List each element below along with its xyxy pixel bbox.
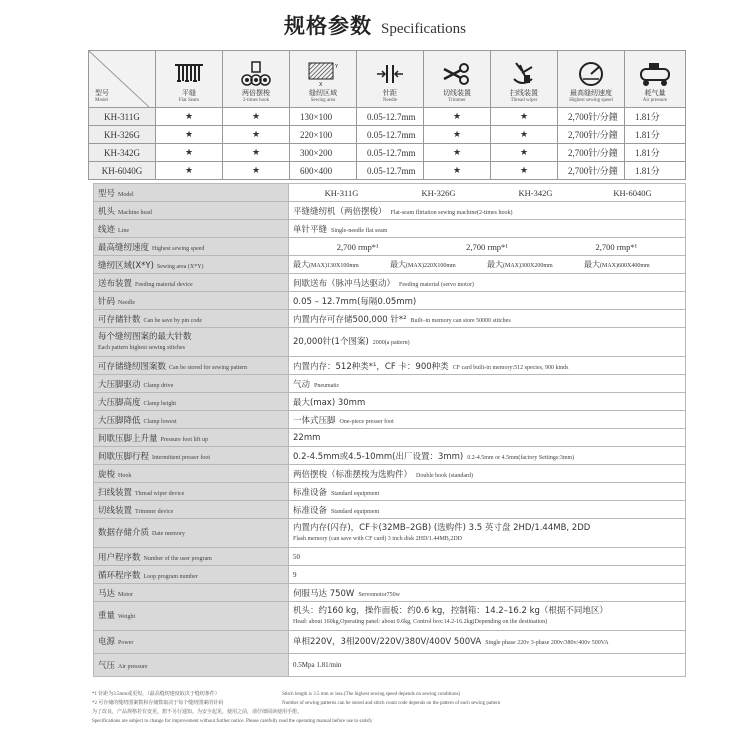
spec-row-pin-code bbox=[94, 310, 686, 328]
spec-value bbox=[289, 631, 686, 654]
footnote bbox=[92, 690, 692, 699]
spec-value bbox=[289, 393, 686, 411]
air-compressor-icon bbox=[637, 61, 673, 87]
value-cn: 9 bbox=[293, 570, 297, 579]
value-en: Standard equipment bbox=[331, 490, 380, 497]
value-cn: 气动 bbox=[293, 379, 311, 390]
spec-row-user-programs bbox=[94, 548, 686, 566]
value-cn: 单针平缝 bbox=[293, 224, 328, 235]
footnote-cn: *1 针距为3.5mm或更短。（最高缝纫速度取决于缝纫条件） bbox=[92, 692, 220, 697]
footnote bbox=[92, 717, 692, 726]
label-en: Clamp height bbox=[143, 400, 177, 407]
label-en: Intermittent presser foot bbox=[152, 454, 210, 461]
header-label: 最高缝纫速度 bbox=[570, 89, 612, 97]
value-cn: 标准设备 bbox=[293, 487, 328, 498]
value-en: Pneumatic bbox=[314, 382, 340, 389]
wiper-cell: ★ bbox=[491, 144, 558, 162]
svg-text:X: X bbox=[319, 82, 323, 87]
speed-value: 2,700 rmp*¹ bbox=[466, 241, 508, 252]
label-en: Can be stored for sewing pattern bbox=[169, 364, 248, 371]
area-cell: 600×400 bbox=[290, 162, 357, 180]
summary-table bbox=[88, 50, 686, 180]
footnote-cn: 为了改良，产品规格若有变更，恕不另行通知。为安全起见，使用之前，请仔细阅读使用手册。 bbox=[92, 710, 303, 715]
spec-value bbox=[289, 447, 686, 465]
label-cn: 可存储缝纫图案数 bbox=[98, 361, 167, 372]
spec-label bbox=[94, 328, 289, 357]
spec-row-clamp-height bbox=[94, 393, 686, 411]
table-row bbox=[89, 108, 686, 126]
label-en: Loop program number bbox=[143, 573, 198, 580]
spec-label bbox=[94, 393, 289, 411]
spec-label bbox=[94, 202, 289, 220]
area-max-label: 最大 bbox=[293, 260, 309, 269]
flat-seam-icon bbox=[173, 61, 205, 87]
speed-cell: 2,700针/分鐘 bbox=[558, 108, 625, 126]
spec-row-model bbox=[94, 184, 686, 202]
flat-cell: ★ bbox=[156, 144, 223, 162]
area-dim: (MAX)220X100mm bbox=[406, 263, 456, 269]
spec-row-power bbox=[94, 631, 686, 654]
label-en: Model bbox=[118, 191, 134, 198]
label-en: Machine head bbox=[118, 209, 152, 216]
summary-header-row bbox=[89, 51, 686, 108]
area-max-label: 最大 bbox=[390, 260, 406, 269]
label-cn: 最高缝纫速度 bbox=[98, 242, 150, 253]
spec-row-weight bbox=[94, 602, 686, 631]
spec-value bbox=[289, 310, 686, 328]
header-label: 缝纫区域 bbox=[309, 89, 337, 97]
spec-row-foot-stroke bbox=[94, 447, 686, 465]
spec-label bbox=[94, 566, 289, 584]
spec-row-machine-head bbox=[94, 202, 686, 220]
spec-value bbox=[289, 274, 686, 292]
label-en: Pressure foot lift up bbox=[160, 436, 209, 443]
table-row bbox=[89, 126, 686, 144]
label-en: Thread wiper device bbox=[135, 490, 185, 497]
spec-label bbox=[94, 584, 289, 602]
speed-value: 2,700 rmp*¹ bbox=[336, 241, 379, 252]
label-en: Clamp lowest bbox=[143, 418, 177, 425]
spec-row-trimmer bbox=[94, 501, 686, 519]
spec-value bbox=[289, 184, 686, 202]
value-en: Servomotor750w bbox=[358, 591, 401, 598]
table-row bbox=[89, 144, 686, 162]
model-cell: KH-311G bbox=[89, 108, 156, 126]
model-header-en: Model bbox=[95, 98, 109, 103]
spec-label bbox=[94, 357, 289, 375]
spec-label bbox=[94, 375, 289, 393]
needle-cell: 0.05-12.7mm bbox=[357, 108, 424, 126]
header-sewing-area bbox=[290, 51, 357, 108]
label-cn: 电源 bbox=[98, 636, 116, 647]
label-cn: 扫线装置 bbox=[98, 487, 133, 498]
value-en: Single-needle flat seam bbox=[331, 227, 388, 234]
spec-label bbox=[94, 654, 289, 677]
air-cell: 1.81分 bbox=[625, 162, 686, 180]
label-en: Needle bbox=[118, 299, 136, 306]
sewing-area-icon bbox=[305, 61, 341, 87]
value-en: Standard equipment bbox=[331, 508, 380, 515]
spec-value bbox=[289, 220, 686, 238]
model-value: KH-6040G bbox=[613, 187, 652, 198]
label-cn: 循环程序数 bbox=[98, 570, 141, 581]
label-en: Feeding material device bbox=[135, 281, 193, 288]
label-cn: 针码 bbox=[98, 296, 116, 307]
header-flat-seam bbox=[156, 51, 223, 108]
spec-value bbox=[289, 256, 686, 274]
label-cn: 大压脚降低 bbox=[98, 415, 141, 426]
spec-value bbox=[289, 548, 686, 566]
value-cn: 标准设备 bbox=[293, 505, 328, 516]
spec-value bbox=[289, 584, 686, 602]
label-en: Trimmer device bbox=[135, 508, 174, 515]
spec-value bbox=[289, 519, 686, 548]
wiper-cell: ★ bbox=[491, 108, 558, 126]
needle-cell: 0.05-12.7mm bbox=[357, 144, 424, 162]
area-cell: 300×200 bbox=[290, 144, 357, 162]
label-cn: 机头 bbox=[98, 206, 116, 217]
label-en: Number of the user program bbox=[143, 555, 212, 562]
label-cn: 重量 bbox=[98, 610, 116, 621]
model-value: KH-326G bbox=[421, 187, 456, 198]
label-en: Can be save by pin code bbox=[143, 317, 202, 324]
header-needle bbox=[357, 51, 424, 108]
value-en: One-piece presser foot bbox=[339, 418, 394, 425]
area-value bbox=[293, 259, 390, 270]
label-cn: 气压 bbox=[98, 661, 116, 671]
footnotes bbox=[92, 690, 692, 726]
spec-row-area bbox=[94, 256, 686, 274]
value-cn: 伺服马达 750W bbox=[293, 588, 355, 599]
label-cn: 型号 bbox=[98, 188, 116, 199]
value-cn: 0.05 – 12.7mm(每隔0.05mm) bbox=[293, 296, 417, 307]
speed-cell: 2,700针/分鐘 bbox=[558, 126, 625, 144]
spec-value bbox=[289, 501, 686, 519]
footnote-en: Stitch length is 3.5 mm or less.(The highest sewing speed depends on sewing conditions) bbox=[282, 692, 461, 697]
spec-value bbox=[289, 375, 686, 393]
label-en: Weight bbox=[118, 613, 136, 620]
spec-label bbox=[94, 184, 289, 202]
label-en: Sewing area (X*Y) bbox=[156, 263, 204, 270]
spec-label bbox=[94, 238, 289, 256]
label-cn: 用户程序数 bbox=[98, 552, 141, 563]
spec-label bbox=[94, 519, 289, 548]
header-sublabel: 2-times hook bbox=[242, 98, 270, 103]
spec-row-line bbox=[94, 220, 686, 238]
value-en: Flash memory (can save with CF card) 3 inch disk 2HD/1.44MB,2DD bbox=[293, 535, 462, 542]
header-sublabel: Air pressure bbox=[642, 98, 668, 103]
area-dim: (MAX)600X400mm bbox=[600, 263, 650, 269]
header-air bbox=[625, 51, 686, 108]
spec-label bbox=[94, 411, 289, 429]
flat-cell: ★ bbox=[156, 126, 223, 144]
label-cn: 大压脚高度 bbox=[98, 397, 141, 408]
label-en: Air pressure bbox=[118, 664, 148, 670]
area-dim: (MAX)130X100mm bbox=[309, 263, 359, 269]
value-cn: 两倍摆梭（标准摆梭为选购件） bbox=[293, 469, 413, 480]
spec-row-feeding bbox=[94, 274, 686, 292]
header-sublabel: Sewing area bbox=[310, 98, 336, 103]
value-cn: 内置内存(闪存)，CF卡(32MB–2GB) (选购件) 3.5 英寸盘 2HD/1.44MB, 2DD bbox=[293, 522, 591, 533]
value-cn: 最大(max) 30mm bbox=[293, 397, 366, 408]
speed-value: 2,700 rmp*¹ bbox=[595, 241, 638, 252]
speed-cell: 2,700针/分鐘 bbox=[558, 144, 625, 162]
footnote bbox=[92, 699, 692, 708]
label-en: Clamp drive bbox=[143, 382, 174, 389]
label-en: Power bbox=[118, 639, 134, 646]
thread-wiper-icon bbox=[508, 61, 540, 87]
spec-row-wiper bbox=[94, 483, 686, 501]
spec-row-hook bbox=[94, 465, 686, 483]
header-label: 切线装置 bbox=[443, 89, 471, 97]
spec-row-clamp-drive bbox=[94, 375, 686, 393]
spec-label bbox=[94, 292, 289, 310]
header-label: 两倍摆梭 bbox=[242, 89, 270, 97]
model-cell: KH-6040G bbox=[89, 162, 156, 180]
model-header-cn: 型号 bbox=[95, 89, 109, 97]
spec-label bbox=[94, 220, 289, 238]
value-cn: 20,000针(1个图案) bbox=[293, 336, 369, 347]
spec-label bbox=[94, 631, 289, 654]
value-cn: 22mm bbox=[293, 432, 321, 443]
wiper-cell: ★ bbox=[491, 162, 558, 180]
value-en: Double hook (standard) bbox=[416, 472, 474, 479]
label-cn: 每个缝纫图案的最大针数 bbox=[98, 331, 192, 342]
spec-label bbox=[94, 548, 289, 566]
trimmer-cell: ★ bbox=[424, 144, 491, 162]
header-label: 扫线装置 bbox=[510, 89, 538, 97]
header-label: 针距 bbox=[383, 89, 397, 97]
hook-cell: ★ bbox=[223, 108, 290, 126]
header-sublabel: Needle bbox=[382, 98, 398, 103]
label-cn: 间歇压脚上升量 bbox=[98, 433, 158, 444]
spec-value bbox=[289, 483, 686, 501]
label-cn: 可存储针数 bbox=[98, 314, 141, 325]
label-en: Motor bbox=[118, 591, 134, 598]
spec-value bbox=[289, 566, 686, 584]
flat-cell: ★ bbox=[156, 108, 223, 126]
spec-label bbox=[94, 483, 289, 501]
wiper-cell: ★ bbox=[491, 126, 558, 144]
title-en: Specifications bbox=[381, 21, 467, 37]
label-cn: 缝纫区域(X*Y) bbox=[98, 260, 154, 271]
spec-label bbox=[94, 465, 289, 483]
value-cn: 间歇送布（脉冲马达驱动） bbox=[293, 278, 396, 289]
value-cn: 内置内存：512种类*¹，CF 卡：900种类 bbox=[293, 361, 449, 372]
spec-row-needle bbox=[94, 292, 686, 310]
value-en: CF card built-in memory:512 species, 900 kinds bbox=[452, 364, 569, 371]
spec-row-patterns bbox=[94, 357, 686, 375]
model-cell: KH-326G bbox=[89, 126, 156, 144]
area-value bbox=[390, 259, 487, 270]
label-en: Line bbox=[118, 227, 130, 234]
header-trimmer bbox=[424, 51, 491, 108]
spec-row-motor bbox=[94, 584, 686, 602]
model-value: KH-342G bbox=[518, 187, 553, 198]
spec-value bbox=[289, 238, 686, 256]
spec-value bbox=[289, 465, 686, 483]
value-en: Built–in memory can store 50000 stitches bbox=[410, 317, 511, 324]
footnote-en: Specifications are subject to change for improvement without further notice. Please carefully read the operating manual before use to satisfy bbox=[92, 719, 373, 724]
area-value bbox=[487, 259, 584, 270]
area-dim: (MAX)300X200mm bbox=[503, 263, 553, 269]
label-en: Each pattern highest sewing stitches bbox=[98, 344, 185, 351]
needle-pitch-icon bbox=[374, 61, 406, 87]
label-cn: 切线装置 bbox=[98, 505, 133, 516]
needle-cell: 0.05-12.7mm bbox=[357, 126, 424, 144]
footnote-en: Number of sewing patterns can be stored and stitch count code depends on the pattern of each sewing pattern bbox=[282, 701, 501, 706]
value-cn: 一体式压脚 bbox=[293, 415, 336, 426]
air-cell: 1.81分 bbox=[625, 126, 686, 144]
value-cn: 0.5Mpa 1.81/min bbox=[293, 661, 342, 669]
spec-label bbox=[94, 310, 289, 328]
table-row bbox=[89, 162, 686, 180]
spec-value bbox=[289, 602, 686, 631]
needle-cell: 0.05-12.7mm bbox=[357, 162, 424, 180]
value-cn: 内置内存可存储500,000 针*² bbox=[293, 314, 407, 325]
hook-cell: ★ bbox=[223, 144, 290, 162]
trimmer-cell: ★ bbox=[424, 162, 491, 180]
spec-value bbox=[289, 328, 686, 357]
model-cell: KH-342G bbox=[89, 144, 156, 162]
spec-value bbox=[289, 292, 686, 310]
hook-cell: ★ bbox=[223, 162, 290, 180]
spec-row-foot-lift bbox=[94, 429, 686, 447]
area-max-label: 最大 bbox=[487, 260, 503, 269]
spec-row-air bbox=[94, 654, 686, 677]
spec-table bbox=[93, 183, 686, 677]
svg-text:Y: Y bbox=[335, 64, 339, 70]
value-en: Flat-seam flirtation sewing machine(2-times hook) bbox=[390, 209, 513, 216]
label-cn: 线迹 bbox=[98, 224, 116, 235]
header-speed bbox=[558, 51, 625, 108]
header-thread-wiper bbox=[491, 51, 558, 108]
hook-cell: ★ bbox=[223, 126, 290, 144]
spec-row-loop-programs bbox=[94, 566, 686, 584]
hook-icon bbox=[240, 61, 272, 87]
spec-row-clamp-lowest bbox=[94, 411, 686, 429]
trimmer-cell: ★ bbox=[424, 108, 491, 126]
value-cn: 机头：约160 kg，操作面板：约0.6 kg，控制箱：14.2–16.2 kg（根据不同地区） bbox=[293, 605, 608, 616]
label-en: Highest sewing speed bbox=[152, 245, 205, 252]
area-cell: 130×100 bbox=[290, 108, 357, 126]
area-max-label: 最大 bbox=[584, 260, 600, 269]
spec-value bbox=[289, 654, 686, 677]
spec-label bbox=[94, 274, 289, 292]
trimmer-cell: ★ bbox=[424, 126, 491, 144]
value-cn: 平缝缝纫机（两倍摆梭） bbox=[293, 206, 387, 217]
header-sublabel: Highest sewing speed bbox=[569, 98, 613, 103]
spec-value bbox=[289, 357, 686, 375]
value-en: 2000(a pattern) bbox=[372, 339, 410, 346]
label-en: Hook bbox=[118, 472, 132, 479]
header-sublabel: Trimmer bbox=[448, 98, 466, 103]
header-label: 平缝 bbox=[182, 89, 196, 97]
title-cn: 规格参数 bbox=[283, 14, 372, 38]
label-cn: 马达 bbox=[98, 588, 116, 599]
flat-cell: ★ bbox=[156, 162, 223, 180]
value-cn: 0.2-4.5mm或4.5-10mm(出厂设置：3mm) bbox=[293, 451, 464, 462]
spec-row-storage bbox=[94, 519, 686, 548]
spec-row-speed bbox=[94, 238, 686, 256]
label-cn: 送布装置 bbox=[98, 278, 133, 289]
label-cn: 旋梭 bbox=[98, 469, 116, 480]
value-en: Single phase 220v 3-phase 200v/380v/400v 500VA bbox=[485, 639, 609, 646]
model-header-cell bbox=[89, 51, 156, 108]
area-cell: 220×100 bbox=[290, 126, 357, 144]
value-en: 0.2-4.5mm or 4.5mm(factory Settings:3mm) bbox=[467, 454, 575, 461]
header-hook bbox=[223, 51, 290, 108]
scissors-icon bbox=[440, 61, 474, 87]
spec-label bbox=[94, 429, 289, 447]
label-cn: 数据存储介质 bbox=[98, 527, 150, 538]
area-value bbox=[584, 259, 681, 270]
header-label: 耗气量 bbox=[644, 89, 666, 97]
label-en: Date memory bbox=[152, 530, 185, 537]
value-cn: 50 bbox=[293, 552, 300, 561]
spec-value bbox=[289, 429, 686, 447]
header-sublabel: Flat Seam bbox=[178, 98, 200, 103]
speed-cell: 2,700针/分鐘 bbox=[558, 162, 625, 180]
page-title bbox=[0, 10, 750, 40]
air-cell: 1.81分 bbox=[625, 108, 686, 126]
spec-label bbox=[94, 256, 289, 274]
air-cell: 1.81分 bbox=[625, 144, 686, 162]
model-value: KH-311G bbox=[324, 187, 359, 198]
value-en: Feeding material (servo motor) bbox=[399, 281, 474, 288]
speed-gauge-icon bbox=[575, 61, 607, 87]
header-sublabel: Thread wiper bbox=[510, 98, 538, 103]
footnote bbox=[92, 708, 692, 717]
label-cn: 间歇压脚行程 bbox=[98, 451, 150, 462]
footnote-cn: *2 可存储的缝纫图案数和存储数取决于每个缝纫图案的针码 bbox=[92, 701, 224, 706]
spec-value bbox=[289, 411, 686, 429]
spec-label bbox=[94, 501, 289, 519]
spec-row-per-pattern bbox=[94, 328, 686, 357]
spec-label bbox=[94, 602, 289, 631]
value-en: Head: about 160kg,Operating panel: about 0.6kg, Control box:14.2-16.2kg(Depending on the destination) bbox=[293, 618, 548, 625]
label-cn: 大压脚驱动 bbox=[98, 379, 141, 390]
spec-value bbox=[289, 202, 686, 220]
spec-label bbox=[94, 447, 289, 465]
value-cn: 单相220V，3相200V/220V/380V/400V 500VA bbox=[293, 636, 482, 647]
